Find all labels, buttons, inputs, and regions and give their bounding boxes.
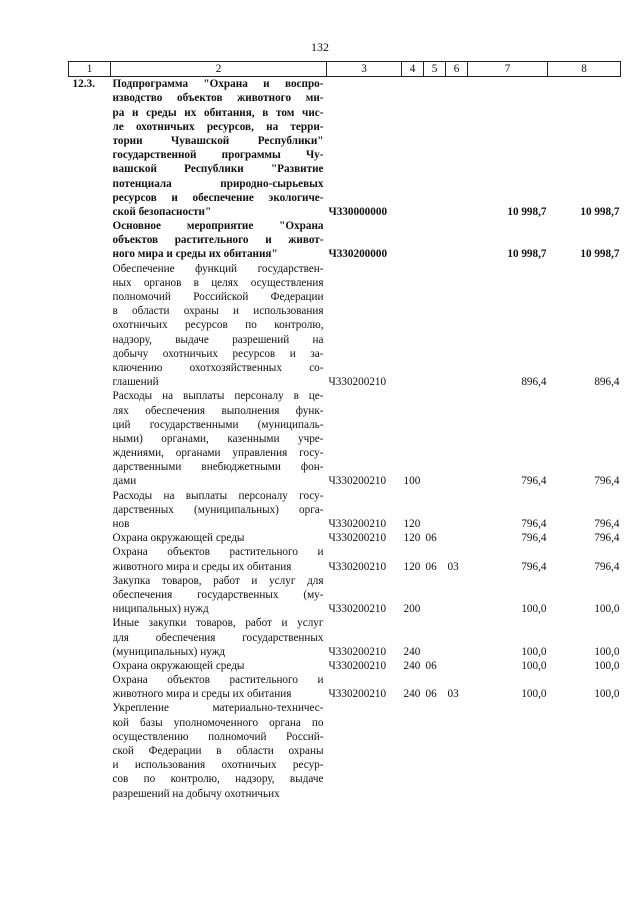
column-number: 1 xyxy=(69,62,111,77)
row-title-line: объектов растительного и живот- xyxy=(112,234,324,247)
row-title-line: нов xyxy=(112,518,130,531)
section-code: 06 xyxy=(425,659,437,672)
budget-table xyxy=(68,61,621,801)
amount-col8: 10 998,7 xyxy=(580,205,620,218)
amount-col7: 100,0 xyxy=(521,645,547,658)
row-title-line: Основное мероприятие "Охрана xyxy=(112,220,324,233)
column-number-row xyxy=(69,62,621,77)
row-title-line: (муниципальных) нужд xyxy=(112,645,226,658)
subsection-code xyxy=(446,77,468,219)
amount-col7: 796,4 xyxy=(521,560,547,573)
expense-type-code: 240 xyxy=(403,688,421,701)
row-title-line: дарственными внебюджетными фон- xyxy=(112,461,324,474)
row-index xyxy=(69,531,111,545)
target-article-code: Ч330200210 xyxy=(328,560,387,573)
section-code: 06 xyxy=(425,532,437,545)
expense-type-code: 200 xyxy=(403,603,421,616)
amount-col7: 796,4 xyxy=(521,532,547,545)
subsection-code xyxy=(446,701,468,800)
row-index xyxy=(69,545,111,573)
row-title-line: Расходы на выплаты персоналу в це- xyxy=(112,390,324,403)
row-title-line: ской безопасности" xyxy=(112,205,212,218)
column-number: 4 xyxy=(402,62,424,77)
table-row xyxy=(69,659,621,673)
row-title xyxy=(111,531,327,545)
table-row xyxy=(69,673,621,701)
target-article-code: Ч330200210 xyxy=(328,532,387,545)
row-title-line: Охрана объектов растительного и xyxy=(112,674,324,687)
section-code xyxy=(424,701,446,800)
target-article-code: Ч330200210 xyxy=(328,688,387,701)
expense-type-code: 100 xyxy=(403,475,421,488)
row-title-line: полномочий Российской Федерации xyxy=(112,291,324,304)
subsection-code xyxy=(446,616,468,659)
table-row xyxy=(69,262,621,390)
table-body xyxy=(69,77,621,801)
amount-col8: 100,0 xyxy=(594,659,620,672)
section-code xyxy=(424,262,446,390)
row-title-line: добычу охотничьих ресурсов и за- xyxy=(112,347,324,360)
target-article-code: Ч330200210 xyxy=(328,603,387,616)
expense-type-code: 120 xyxy=(403,560,421,573)
row-index xyxy=(69,219,111,262)
row-title xyxy=(111,545,327,573)
amount-col7: 796,4 xyxy=(521,518,547,530)
target-article-code: Ч330200210 xyxy=(328,518,387,530)
column-number: 2 xyxy=(111,62,327,77)
row-title-line: ресурсов и обеспечение экологиче- xyxy=(112,191,324,204)
row-title-line: ниципальных) нужд xyxy=(112,603,209,616)
row-title-line: Охрана окружающей среды xyxy=(112,659,245,672)
section-code xyxy=(424,489,446,532)
row-title-line: Укрепление материально-техничес- xyxy=(112,702,324,715)
section-code xyxy=(424,219,446,262)
row-title-line: Закупка товаров, работ и услуг для xyxy=(112,574,324,587)
subsection-code xyxy=(446,219,468,262)
subsection-code xyxy=(446,489,468,532)
target-article-code xyxy=(327,701,402,800)
row-title-line: ными) органами, казенными учре- xyxy=(112,432,324,445)
row-title-line: обеспечения государственных (му- xyxy=(112,588,324,601)
row-index xyxy=(69,262,111,390)
amount-col7: 10 998,7 xyxy=(507,248,547,261)
amount-col7: 796,4 xyxy=(521,475,547,488)
amount-col7 xyxy=(468,701,548,800)
column-number: 5 xyxy=(424,62,446,77)
row-title xyxy=(111,77,327,219)
amount-col8: 896,4 xyxy=(594,376,620,389)
section-code xyxy=(424,616,446,659)
row-title xyxy=(111,574,327,617)
subsection-code xyxy=(446,574,468,617)
row-title xyxy=(111,701,327,800)
row-index xyxy=(69,574,111,617)
target-article-code: Ч330200210 xyxy=(328,659,387,672)
row-index xyxy=(69,616,111,659)
row-title-line: ного мира и среды их обитания" xyxy=(112,248,278,261)
row-title-line: ской Федерации в области охраны xyxy=(112,745,324,758)
table-row xyxy=(69,77,621,219)
row-title-line: ций государственными (муниципаль- xyxy=(112,418,324,431)
row-title-line: кой базы уполномоченного органа по xyxy=(112,716,324,729)
row-title-line: животного мира и среды их обитания xyxy=(112,688,292,701)
row-title-line: осуществлению полномочий Россий- xyxy=(112,730,324,743)
subsection-code xyxy=(446,389,468,488)
subsection-code xyxy=(446,659,468,673)
amount-col7: 100,0 xyxy=(521,688,547,701)
amount-col8: 10 998,7 xyxy=(580,248,620,261)
amount-col7: 896,4 xyxy=(521,376,547,389)
expense-type-code: 120 xyxy=(403,532,421,545)
row-title xyxy=(111,673,327,701)
row-title-line: для обеспечения государственных xyxy=(112,631,324,644)
amount-col7: 10 998,7 xyxy=(507,205,547,218)
row-title xyxy=(111,219,327,262)
expense-type-code xyxy=(402,77,424,219)
table-row xyxy=(69,574,621,617)
row-title-line: Охрана окружающей среды xyxy=(112,532,245,545)
column-number: 7 xyxy=(468,62,548,77)
amount-col8: 796,4 xyxy=(594,532,620,545)
row-title-line: государственной программы Чу- xyxy=(112,149,324,162)
expense-type-code: 240 xyxy=(403,645,421,658)
amount-col8: 796,4 xyxy=(594,475,620,488)
amount-col8: 796,4 xyxy=(594,560,620,573)
row-title-line: в области охраны и использования xyxy=(112,305,324,318)
row-index xyxy=(69,673,111,701)
row-title-line: надзору, выдаче разрешений на xyxy=(112,333,324,346)
table-row xyxy=(69,545,621,573)
row-title xyxy=(111,489,327,532)
row-title-line: и использования охотничьих ресур- xyxy=(112,759,324,772)
section-code xyxy=(424,574,446,617)
amount-col8: 100,0 xyxy=(594,688,620,701)
row-title xyxy=(111,659,327,673)
row-title-line: ждениями, органами управления госу- xyxy=(112,447,324,460)
table-row xyxy=(69,616,621,659)
table-row xyxy=(69,219,621,262)
amount-col7: 100,0 xyxy=(521,603,547,616)
column-number: 6 xyxy=(446,62,468,77)
section-code xyxy=(424,389,446,488)
table-row xyxy=(69,531,621,545)
row-title-line: потенциала природно-сырьевых xyxy=(112,177,324,190)
row-title-line: вашской Республики "Развитие xyxy=(112,163,324,176)
row-title-line: Подпрограмма "Охрана и воспро- xyxy=(112,78,324,91)
row-title-line: животного мира и среды их обитания xyxy=(112,560,292,573)
row-title-line: дами xyxy=(112,475,137,488)
target-article-code: Ч330200210 xyxy=(328,645,387,658)
expense-type-code xyxy=(402,219,424,262)
row-title-line: дарственных (муниципальных) орга- xyxy=(112,503,324,516)
row-title-line: Охрана объектов растительного и xyxy=(112,546,324,559)
amount-col8: 100,0 xyxy=(594,645,620,658)
row-title-line: лях обеспечения выполнения функ- xyxy=(112,404,324,417)
row-title-line: Обеспечение функций государствен- xyxy=(112,262,324,275)
table-row xyxy=(69,389,621,488)
row-title xyxy=(111,616,327,659)
row-index xyxy=(69,701,111,800)
row-index xyxy=(69,659,111,673)
row-title-line: охотничьих ресурсов по контролю, xyxy=(112,319,324,332)
expense-type-code xyxy=(402,262,424,390)
section-code: 06 xyxy=(425,688,437,701)
row-title-line: ных органов в целях осуществления xyxy=(112,276,324,289)
amount-col7: 100,0 xyxy=(521,659,547,672)
expense-type-code: 120 xyxy=(403,518,421,530)
subsection-code: 03 xyxy=(447,560,459,573)
target-article-code: Ч330200210 xyxy=(328,376,387,389)
row-index: 12.3. xyxy=(72,78,95,91)
row-title-line: Иные закупки товаров, работ и услуг xyxy=(112,617,324,630)
row-title xyxy=(111,262,327,390)
amount-col8: 100,0 xyxy=(594,603,620,616)
page-number: 132 xyxy=(311,40,329,54)
section-code: 06 xyxy=(425,560,437,573)
row-title-line: тории Чувашской Республики" xyxy=(112,134,324,147)
expense-type-code: 240 xyxy=(403,659,421,672)
row-title-line: ключению охотхозяйственных со- xyxy=(112,361,324,374)
row-title-line: Расходы на выплаты персоналу госу- xyxy=(112,489,324,502)
row-title-line: ле охотничьих ресурсов, на терри- xyxy=(112,120,324,133)
target-article-code: Ч330200210 xyxy=(328,475,387,488)
target-article-code: Ч330200000 xyxy=(328,248,388,261)
row-title-line: глашений xyxy=(112,376,159,389)
subsection-code xyxy=(446,262,468,390)
row-title-line: изводство объектов животного ми- xyxy=(112,92,324,105)
column-number: 8 xyxy=(548,62,621,77)
target-article-code: Ч330000000 xyxy=(328,205,388,218)
amount-col8: 796,4 xyxy=(594,518,620,530)
row-index xyxy=(69,389,111,488)
table-row xyxy=(69,701,621,800)
section-code xyxy=(424,77,446,219)
row-title xyxy=(111,389,327,488)
table-row xyxy=(69,489,621,532)
subsection-code: 03 xyxy=(447,688,459,701)
expense-type-code xyxy=(402,701,424,800)
amount-col8 xyxy=(548,701,621,800)
subsection-code xyxy=(446,531,468,545)
column-number: 3 xyxy=(327,62,402,77)
row-title-line: ра и среды их обитания, в том чис- xyxy=(112,106,324,119)
row-title-line: сов по контролю, надзору, выдаче xyxy=(112,773,324,786)
row-title-line: разрешений на добычу охотничьих xyxy=(112,787,280,800)
row-index xyxy=(69,489,111,532)
